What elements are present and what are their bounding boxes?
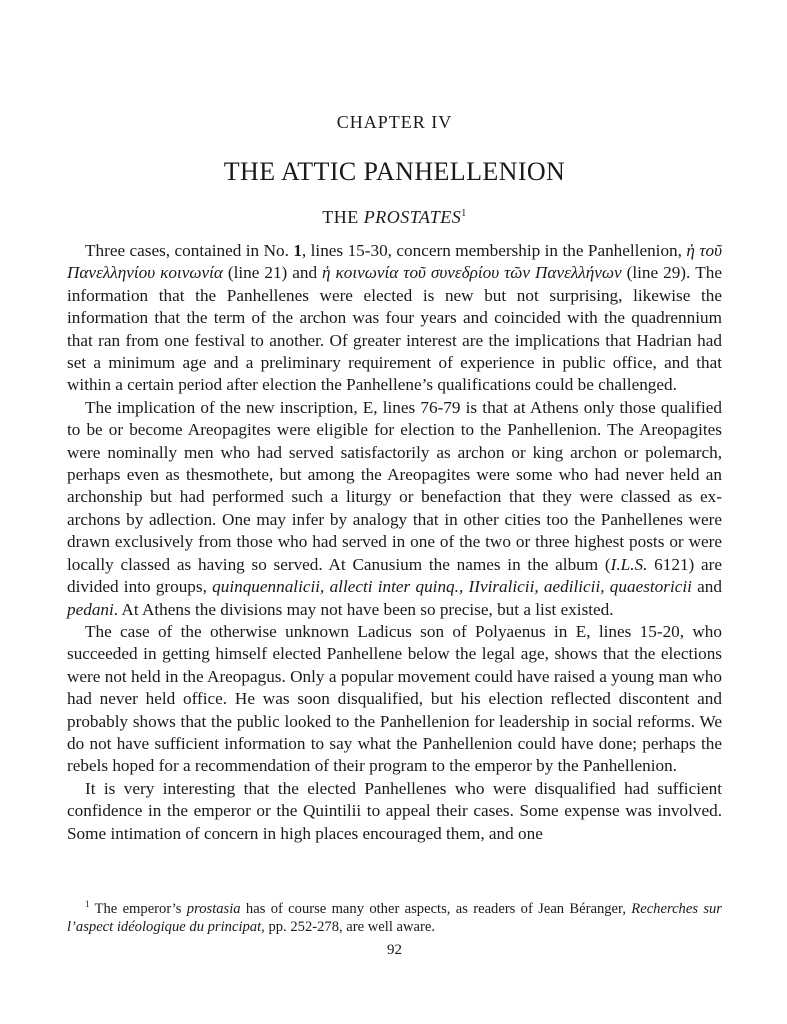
footnote (67, 895, 722, 937)
italic-text: ἡ τοῦ Πανελληνίου κοινωνία (67, 241, 722, 283)
paragraph (67, 240, 722, 397)
paragraph (67, 778, 722, 845)
text-run: has of course many other aspects, as readers of Jean Béranger, (240, 900, 632, 917)
italic-text: quinquennalicii, allecti inter quinq., IIviralicii, aedilicii, quaestoricii (212, 577, 692, 597)
paragraph (67, 397, 722, 621)
text-run: It is very interesting that the elected Panhellenes who were disqualified had sufficient confidence in the emperor or the Quintilii to appeal their cases. Some expense was involved. Some intimation of concern in high places encouraged them, and one (67, 778, 722, 843)
text-run: The implication of the new inscription, E, lines 76-79 is that at Athens only those qualified to be or become Areopagites were eligible for election to the Panhellenion. The Areopagites were nominally men who had served satisfactorily as archon or king archon or polemarch, perhaps even as thesmothete, but among the Areopagites were some who had never held an archonship but had performed such a liturgy or benefaction that they were classed as ex-archons by adlection. One may infer by analogy that in other cities too the Panhellenes were drawn exclusively from those who had served in one of the two or three highest posts or were locally classed as having so served. At Canusium the names in the album ( (67, 397, 722, 574)
chapter-title: THE ATTIC PANHELLENION (223, 157, 566, 186)
text-run: The emperor’s (89, 900, 187, 917)
text-run: The case of the otherwise unknown Ladicus son of Polyaenus in E, lines 15-20, who succeeded in getting himself elected Panhellene below the legal age, shows that the elections were not held in the Areopagus. Only a popular movement could have raised a young man who had never held office. He was soon disqualified, but his election reflected discontent and probably shows that the public looked to the Panhellenion for leadership in social reforms. We do not have sufficient information to say what the Panhellenion could have done; perhaps the rebels hoped for a recommendation of their program to the emperor by the Panhellenion. (67, 621, 722, 776)
page-number: 92 (387, 942, 402, 958)
footnote-mark: 1 (85, 899, 90, 909)
section-heading-italic: PROSTATES (363, 207, 462, 227)
bold-text: 1 (293, 241, 302, 260)
italic-text: I.L.S. (610, 554, 648, 574)
section-heading-prefix: THE (322, 207, 364, 227)
italic-text: ἡ κοινωνία τοῦ συνεδρίου τῶν Πανελλήνων (322, 263, 622, 283)
text-run: (line 29). The information that the Panhellenes were elected is new but not surprising, likewise the information that the term of the archon was four years and coincided with the quadrennium that ran from one festival to another. Of greater interest are the implications that Hadrian had set a minimum age and a preliminary requirement of experience in public office, and that within a certain period after election the Panhellene’s qualifications could be challenged. (67, 263, 723, 395)
text-run: (line 21) and (222, 263, 323, 283)
footnote-mark: 1 (461, 208, 467, 219)
text-run: 6121) are divided into groups, (67, 554, 722, 597)
italic-text: Recherches sur l’aspect idéologique du principat (67, 900, 722, 936)
chapter-heading: CHAPTER IV (336, 112, 453, 132)
paragraph (67, 621, 722, 778)
italic-text: pedani (67, 599, 114, 619)
body-text (67, 240, 722, 845)
italic-text: prostasia (186, 900, 241, 917)
text-run: , pp. 252-278, are well aware. (261, 919, 435, 936)
text-run: Three cases, contained in No. (85, 241, 294, 260)
text-run: and (691, 577, 722, 597)
text-run: . At Athens the divisions may not have been so precise, but a list existed. (113, 599, 614, 619)
footnote-text (67, 895, 722, 937)
section-heading (67, 207, 722, 228)
text-run: , lines 15-30, concern membership in the Panhellenion, (301, 241, 687, 260)
